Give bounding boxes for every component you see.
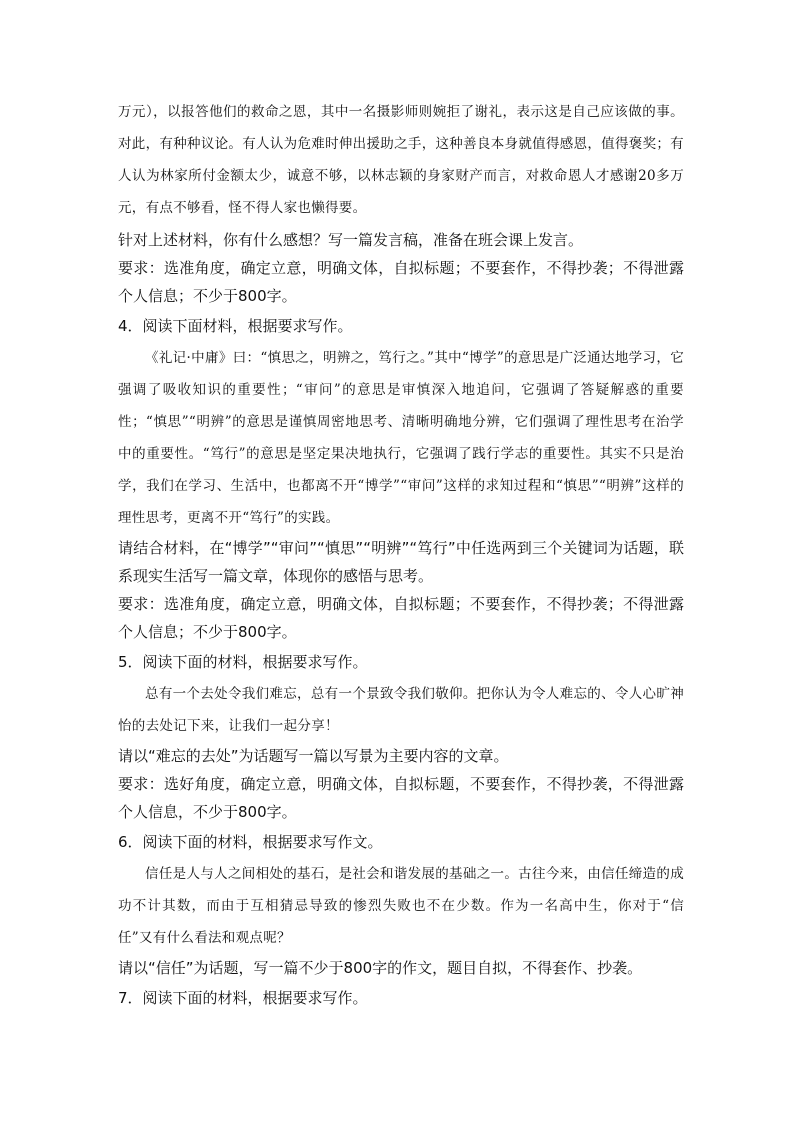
q4-requirement: 要求：选准角度，确定立意，明确文体，自拟标题；不要套作，不得抄袭；不得泄露个人信息；不少于800字。 [118,595,684,641]
q6-material: 信任是人与人之间相处的基石，是社会和谐发展的基础之一。古往今来，由信任缔造的成功不计其数，而由于互相猜忌导致的惨烈失败也不在少数。作为一名高中生，你对于“信任”又有什么看法和观点呢？ [118,866,684,946]
q4-heading: 4．阅读下面材料，根据要求写作。 [118,317,353,335]
q3-material: 万元），以报答他们的救命之恩，其中一名摄影师则婉拒了谢礼，表示这是自己应该做的事。对此，有种种议论。有人认为危难时伸出援助之手，这种善良本身就值得感恩，值得褒奖；有人认为林家所付金额太少，诚意不够，以林志颖的身家财产而言，对救命恩人才感谢20多万元，有点不够看，怪不得人家也懒得要。 [118,104,684,216]
q4-task: 请结合材料，在“博学”“审问”“慎思”“明辨”“笃行”中任选两到三个关键词为话题，联系现实生活写一篇文章，体现你的感悟与思考。 [118,539,684,585]
q4-material: 《礼记·中庸》曰：“慎思之，明辨之，笃行之。”其中“博学”的意思是广泛通达地学习，它强调了吸收知识的重要性；“审问”的意思是审慎深入地追问，它强调了答疑解惑的重要性；“慎思”“明辨”的意思是谨慎周密地思考、清晰明确地分辨，它们强调了理性思考在治学中的重要性。“笃行”的意思是坚定果决地执行，它强调了践行学志的重要性。其实不只是治学，我们在学习、生活中，也都离不开“博学”“审问”这样的求知过程和“慎思”“明辨”这样的理性思考，更离不开“笃行”的实践。 [118,350,684,526]
q5-material: 总有一个去处令我们难忘，总有一个景致令我们敬仰。把你认为令人难忘的、令人心旷神怡的去处记下来，让我们一起分享！ [118,686,684,734]
document-content [118,96,684,1014]
q5-requirement: 要求：选好角度，确定立意，明确文体，自拟标题，不要套作，不得抄袭，不得泄露个人信息，不少于800字。 [118,775,684,821]
q3-requirement: 要求：选准角度，确定立意，明确文体，自拟标题；不要套作，不得抄袭；不得泄露个人信息；不少于800字。 [118,259,684,305]
q6-task: 请以“信任”为话题，写一篇不少于800字的作文，题目自拟，不得套作、抄袭。 [118,959,643,977]
q3-task: 针对上述材料，你有什么感想？写一篇发言稿，准备在班会课上发言。 [118,231,584,249]
q6-heading: 6．阅读下面的材料，根据要求写作文。 [118,833,383,851]
q5-heading: 5．阅读下面的材料，根据要求写作。 [118,653,368,671]
q5-task: 请以“难忘的去处”为话题写一篇以写景为主要内容的文章。 [118,747,509,765]
q7-heading: 7．阅读下面的材料，根据要求写作。 [118,989,368,1007]
